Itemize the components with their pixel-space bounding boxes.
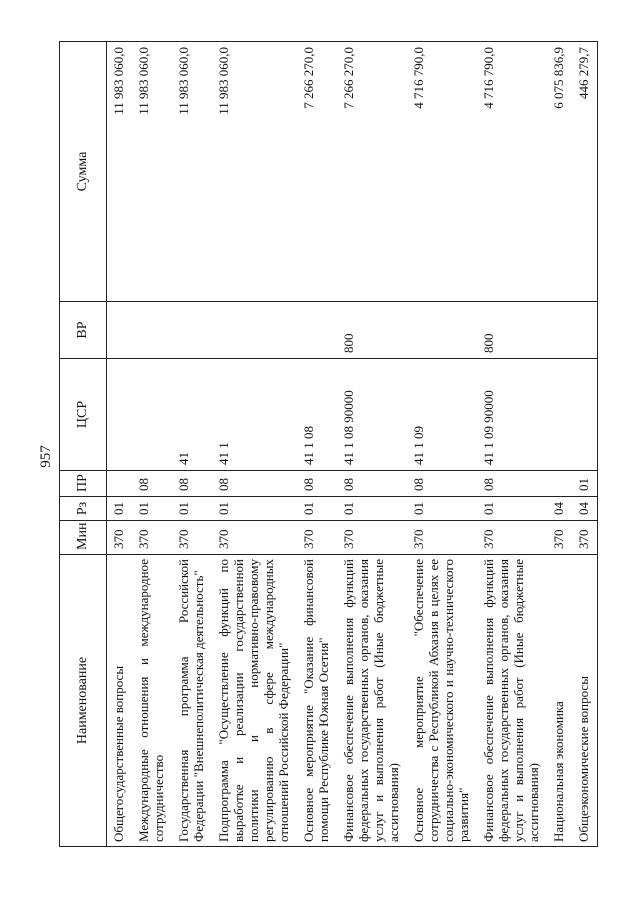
cell-vr bbox=[547, 302, 572, 359]
cell-name: Финансовое обеспечение выполнения функций федеральных государственных органов, оказания услуг и выполнения работ (Иные бюджетные ассигнования) bbox=[477, 555, 547, 847]
cell-vr bbox=[297, 302, 337, 359]
cell-name: Общегосударственные вопросы bbox=[107, 555, 133, 847]
cell-csr: 41 1 08 bbox=[297, 359, 337, 471]
table-row bbox=[337, 42, 407, 847]
cell-rz: 01 bbox=[337, 497, 407, 521]
cell-vr bbox=[132, 302, 172, 359]
cell-sum: 11 983 060,0 bbox=[172, 42, 212, 302]
cell-min: 370 bbox=[212, 521, 297, 555]
cell-pr bbox=[107, 471, 133, 497]
cell-vr bbox=[407, 302, 477, 359]
cell-pr: 08 bbox=[477, 471, 547, 497]
cell-name: Государственная программа Российской Федерации "Внешнеполитическая деятельность" bbox=[172, 555, 212, 847]
cell-rz: 01 bbox=[407, 497, 477, 521]
table-row bbox=[407, 42, 477, 847]
cell-rz: 01 bbox=[297, 497, 337, 521]
table-row bbox=[172, 42, 212, 847]
cell-vr bbox=[107, 302, 133, 359]
cell-csr bbox=[132, 359, 172, 471]
table-row bbox=[132, 42, 172, 847]
cell-rz: 04 bbox=[547, 497, 572, 521]
cell-min: 370 bbox=[477, 521, 547, 555]
header-csr: ЦСР bbox=[60, 359, 107, 471]
cell-pr: 08 bbox=[407, 471, 477, 497]
header-min: Мин bbox=[60, 521, 107, 555]
cell-min: 370 bbox=[572, 521, 598, 555]
cell-csr: 41 1 09 bbox=[407, 359, 477, 471]
cell-name: Общеэкономические вопросы bbox=[572, 555, 598, 847]
cell-name: Основное мероприятие "Обеспечение сотрудничества с Республикой Абхазия в целях ее социально-экономического и научно-технического развития" bbox=[407, 555, 477, 847]
table-row bbox=[212, 42, 297, 847]
cell-pr: 01 bbox=[572, 471, 598, 497]
table-header bbox=[60, 42, 107, 847]
table-row bbox=[477, 42, 547, 847]
cell-rz: 01 bbox=[477, 497, 547, 521]
cell-sum: 446 279,7 bbox=[572, 42, 598, 302]
budget-table bbox=[59, 41, 598, 847]
cell-min: 370 bbox=[337, 521, 407, 555]
cell-rz: 04 bbox=[572, 497, 598, 521]
page-number bbox=[36, 436, 56, 476]
cell-vr: 800 bbox=[477, 302, 547, 359]
rotated-table-container bbox=[59, 42, 591, 847]
cell-csr: 41 1 08 90000 bbox=[337, 359, 407, 471]
cell-sum: 4 716 790,0 bbox=[407, 42, 477, 302]
cell-csr: 41 1 09 90000 bbox=[477, 359, 547, 471]
cell-rz: 01 bbox=[107, 497, 133, 521]
cell-pr bbox=[547, 471, 572, 497]
cell-pr: 08 bbox=[172, 471, 212, 497]
cell-vr: 800 bbox=[337, 302, 407, 359]
cell-sum: 7 266 270,0 bbox=[337, 42, 407, 302]
cell-min: 370 bbox=[407, 521, 477, 555]
cell-sum: 11 983 060,0 bbox=[212, 42, 297, 302]
cell-rz: 01 bbox=[212, 497, 297, 521]
cell-vr bbox=[572, 302, 598, 359]
cell-rz: 01 bbox=[172, 497, 212, 521]
cell-name: Национальная экономика bbox=[547, 555, 572, 847]
cell-name: Финансовое обеспечение выполнения функций федеральных государственных органов, оказания услуг и выполнения работ (Иные бюджетные ассигнования) bbox=[337, 555, 407, 847]
table-row bbox=[572, 42, 598, 847]
header-vr: ВР bbox=[60, 302, 107, 359]
cell-csr bbox=[547, 359, 572, 471]
page-number-text: 957 bbox=[37, 444, 54, 468]
cell-pr: 08 bbox=[337, 471, 407, 497]
cell-name: Подпрограмма "Осуществление функций по выработке и реализации государственной политики и нормативно-правовому регулированию в сфере международных отношений Российской Федерации" bbox=[212, 555, 297, 847]
cell-csr: 41 1 bbox=[212, 359, 297, 471]
cell-rz: 01 bbox=[132, 497, 172, 521]
cell-min: 370 bbox=[547, 521, 572, 555]
cell-pr: 08 bbox=[212, 471, 297, 497]
cell-sum: 6 075 836,9 bbox=[547, 42, 572, 302]
cell-vr bbox=[212, 302, 297, 359]
table-row bbox=[107, 42, 133, 847]
cell-vr bbox=[172, 302, 212, 359]
header-name: Наименование bbox=[60, 555, 107, 847]
table-row bbox=[547, 42, 572, 847]
cell-sum: 4 716 790,0 bbox=[477, 42, 547, 302]
cell-name: Основное мероприятие "Оказание финансовой помощи Республике Южная Осетия" bbox=[297, 555, 337, 847]
cell-min: 370 bbox=[297, 521, 337, 555]
cell-sum: 7 266 270,0 bbox=[297, 42, 337, 302]
cell-min: 370 bbox=[132, 521, 172, 555]
header-sum: Сумма bbox=[60, 42, 107, 302]
cell-sum: 11 983 060,0 bbox=[132, 42, 172, 302]
cell-csr bbox=[572, 359, 598, 471]
cell-min: 370 bbox=[107, 521, 133, 555]
cell-csr: 41 bbox=[172, 359, 212, 471]
header-pr: ПР bbox=[60, 471, 107, 497]
table-body bbox=[107, 42, 598, 847]
cell-name: Международные отношения и международное сотрудничество bbox=[132, 555, 172, 847]
header-rz: Рз bbox=[60, 497, 107, 521]
cell-sum: 11 983 060,0 bbox=[107, 42, 133, 302]
cell-min: 370 bbox=[172, 521, 212, 555]
cell-pr: 08 bbox=[132, 471, 172, 497]
cell-csr bbox=[107, 359, 133, 471]
table-row bbox=[297, 42, 337, 847]
cell-pr: 08 bbox=[297, 471, 337, 497]
